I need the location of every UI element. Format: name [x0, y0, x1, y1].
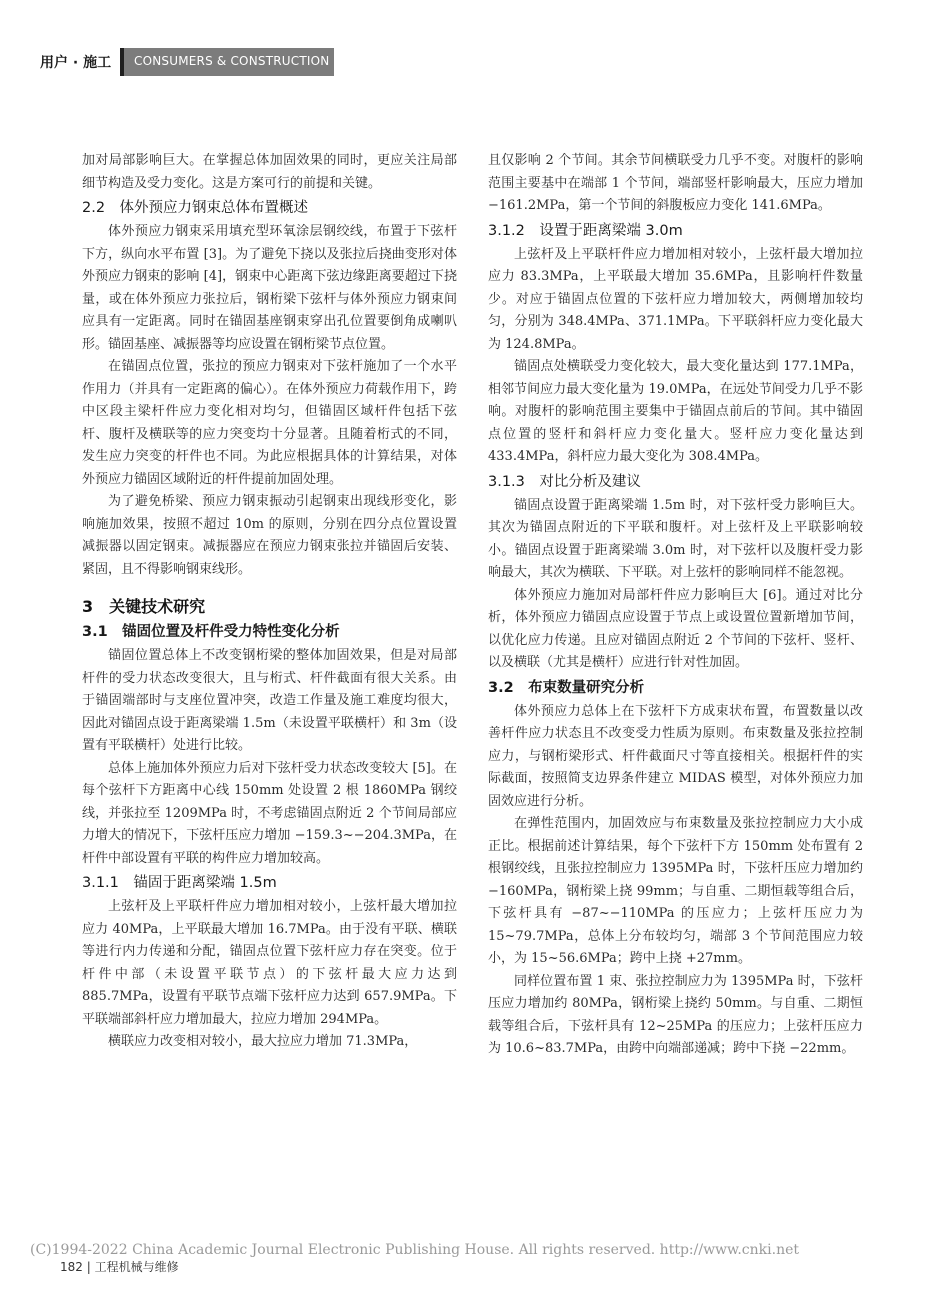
paragraph: 上弦杆及上平联杆件应力增加相对较小，上弦杆最大增加拉应力 83.3MPa，上平联最大增加 35.6MPa，且影响杆件数量少。对应于锚固点位置的下弦杆应力增加较大，两侧增加较均匀，分别为 348.4MPa、371.1MPa。下平联斜杆应力变化最大为 124.8MPa。: [488, 246, 863, 352]
paragraph: 为了避免桥梁、预应力钢束振动引起钢束出现线形变化，影响施加效果，按照不超过 10m 的原则，分别在四分点位置设置减振器以固定钢束。减振器应在预应力钢束张拉并锚固后安装、紧固，且不得影响钢束线形。: [82, 494, 457, 577]
paragraph: 且仅影响 2 个节间。其余节间横联受力几乎不变。对腹杆的影响范围主要基中在端部 1 个节间，端部竖杆影响最大，压应力增加 −161.2MPa，第一个节间的斜腹板应力变化 141.6MPa。: [488, 153, 863, 213]
paragraph: 加对局部影响巨大。在掌握总体加固效果的同时，更应关注局部细节构造及受力变化。这是方案可行的前提和关键。: [82, 153, 457, 191]
right-column: [488, 150, 863, 1061]
heading-3-1-3: 3.1.3 对比分析及建议: [488, 473, 641, 490]
watermark: (C)1994-2022 China Academic Journal Electronic Publishing House. All rights reserved. http://www.cnki.net: [30, 1242, 800, 1258]
left-column: [82, 150, 457, 1054]
header-bar: [124, 48, 334, 76]
section-title: 用户 · 施工: [40, 55, 112, 71]
paragraph: 锚固点设置于距离梁端 1.5m 时，对下弦杆受力影响巨大。其次为锚固点附近的下平联和腹杆。对上弦杆及上平联影响较小。锚固点设置于距离梁端 3.0m 时，对下弦杆以及腹杆受力影响最大，其次为横联、下平联。对上弦杆的影响同样不能忽视。: [488, 497, 863, 580]
paragraph: 在弹性范围内，加固效应与布束数量及张拉控制应力大小成正比。根据前述计算结果，每个下弦杆下方 150mm 处布置有 2 根钢绞线，且张拉控制应力 1395MPa 时，下弦杆压应力增加约 −160MPa，钢桁梁上挠 99mm；与自重、二期恒载等组合后，下弦杆具有 −87~−110MPa 的压应力；上弦杆压应力为 15~79.7MPa，总体上分布较均匀，端部 3 个节间范围应力较小，为 15~56.6MPa；跨中上挠 +27mm。: [488, 816, 863, 966]
paragraph: 在锚固点位置，张拉的预应力钢束对下弦杆施加了一个水平作用力（并具有一定距离的偏心）。在体外预应力荷载作用下，跨中区段主梁杆件应力变化相对均匀，但锚固区域杆件包括下弦杆、腹杆及横联等的应力突变均十分显著。且随着桁式的不同，发生应力突变的杆件也不同。为此应根据具体的计算结果，对体外预应力锚固区域附近的杆件提前加固处理。: [82, 359, 457, 487]
paragraph: 体外预应力总体上在下弦杆下方成束状布置，布置数量以改善杆件应力状态且不改变受力性质为原则。布束数量及张拉控制应力，与钢桁梁形式、杆件截面尺寸等直接相关。根据杆件的实际截面，按照简支边界条件建立 MIDAS 模型，对体外预应力加固效应进行分析。: [488, 703, 863, 809]
paragraph: 体外预应力钢束采用填充型环氧涂层钢绞线，布置于下弦杆下方，纵向水平布置 [3]。为了避免下挠以及张拉后挠曲变形对体外预应力钢束的影响 [4]，钢束中心距离下弦边缘距离要超过下挠量，或在体外预应力张拉后，钢桁梁下弦杆与体外预应力钢束间应具有一定距离。同时在锚固基座钢束穿出孔位置要倒角成喇叭形。锚固基座、减振器等均应设置在钢桁梁节点位置。: [82, 224, 457, 352]
paragraph: 锚固位置总体上不改变钢桁梁的整体加固效果，但是对局部杆件的受力状态改变很大，且与桁式、杆件截面有很大关系。由于锚固端部时与支座位置冲突，改造工作量及施工难度均很大，因此对锚固点设于距离梁端 1.5m（未设置平联横杆）和 3m（设置有平联横杆）处进行比较。: [82, 648, 457, 753]
heading-3-2: 3.2 布束数量研究分析: [488, 679, 645, 696]
heading-3-1-1: 3.1.1 锚固于距离梁端 1.5m: [82, 875, 277, 891]
paragraph: 上弦杆及上平联杆件应力增加相对较小，上弦杆最大增加拉应力 40MPa，上平联最大增加 16.7MPa。由于没有平联、横联等进行内力传递和分配，锚固点位置下弦杆应力存在突变。位于杆件中部（未设置平联节点）的下弦杆最大应力达到 885.7MPa，设置有平联节点端下弦杆应力达到 657.9MPa。下平联端部斜杆应力增加最大，拉应力增加 294MPa。: [82, 899, 457, 1027]
paragraph: 总体上施加体外预应力后对下弦杆受力状态改变较大 [5]。在每个弦杆下方距离中心线 150mm 处设置 2 根 1860MPa 钢绞线，并张拉至 1209MPa 时，不考虑锚固点附近 2 个节间局部应力增大的情况下，下弦杆压应力增加 −159.3~−204.3MPa，在杆件中部设置有平联的构件应力增加较高。: [82, 760, 457, 866]
heading-3-1-2: 3.1.2 设置于距离梁端 3.0m: [488, 222, 683, 239]
paragraph: 锚固点处横联受力变化较大，最大变化量达到 177.1MPa，相邻节间应力最大变化量为 19.0MPa，在远处节间受力几乎不影响。对腹杆的影响范围主要集中于锚固点前后的节间。其中锚固点位置的竖杆和斜杆应力变化量大。竖杆应力变化量达到 433.4MPa，斜杆应力最大变化为 308.4MPa。: [488, 359, 863, 464]
heading-2-2: 2.2 体外预应力钢束总体布置概述: [82, 200, 309, 216]
paragraph: 体外预应力施加对局部杆件应力影响巨大 [6]。通过对比分析，体外预应力锚固点应设置于节点上或设置位置新增加节间，以优化应力传递。且应对锚固点附近 2 个节间的下弦杆、竖杆、以及横联（尤其是横杆）应进行针对性加固。: [488, 587, 863, 670]
paragraph: 横联应力改变相对较小，最大拉应力增加 71.3MPa，: [108, 1034, 418, 1049]
page-header: [0, 48, 950, 76]
header-tab: [0, 48, 124, 76]
section-subtitle: CONSUMERS & CONSTRUCTION: [134, 54, 330, 68]
heading-3: 3 关键技术研究: [82, 597, 206, 616]
heading-3-1: 3.1 锚固位置及杆件受力特性变化分析: [82, 624, 340, 640]
paragraph: 同样位置布置 1 束、张拉控制应力为 1395MPa 时，下弦杆压应力增加约 80MPa，钢桁梁上挠约 50mm。与自重、二期恒载等组合后，下弦杆具有 12~25MPa 的压应力；上弦杆压应力为 10.6~83.7MPa，由跨中向端部递减；跨中下挠 −22mm。: [488, 973, 863, 1056]
page-number: 182 | 工程机械与维修: [60, 1260, 179, 1274]
